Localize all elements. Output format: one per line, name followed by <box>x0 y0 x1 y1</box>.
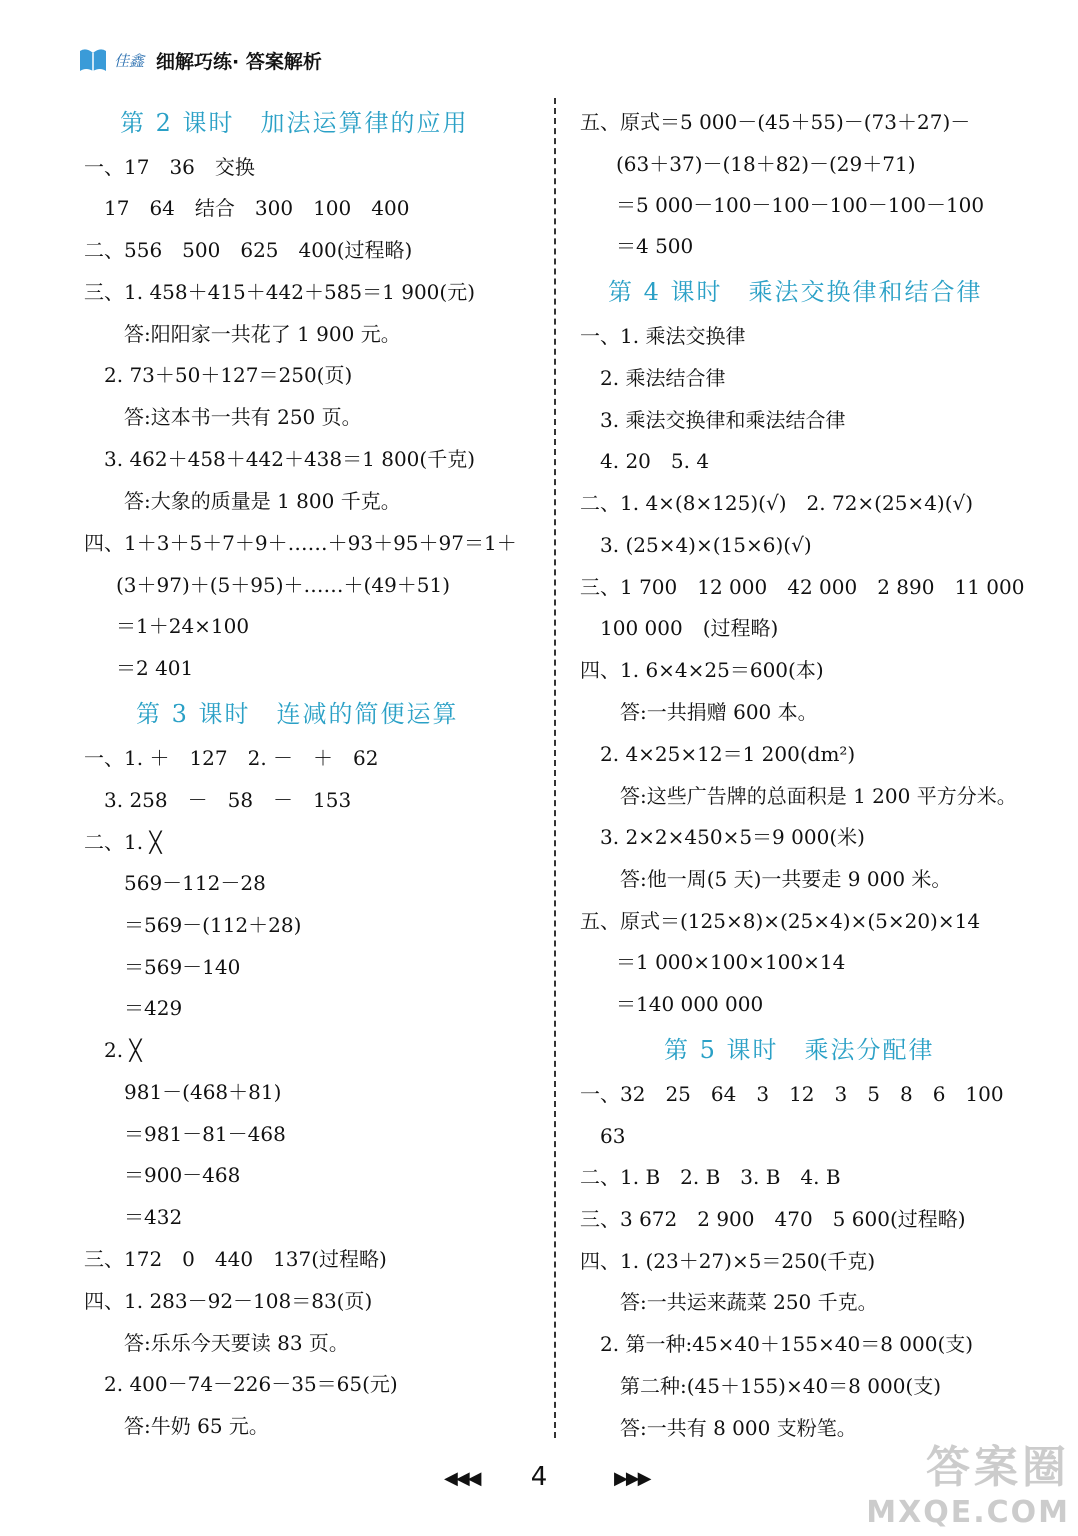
answer-line: 答:大象的质量是 1 800 千克。 <box>84 489 401 513</box>
answer-line: 三、3 672 2 900 470 5 600(过程略) <box>580 1207 966 1231</box>
section-title-lesson-4: 第 4 课时 乘法交换律和结合律 <box>608 278 983 306</box>
answer-line: 四、1. 283－92－108＝83(页) <box>84 1289 373 1313</box>
brand-name: 佳鑫 <box>114 51 145 70</box>
answer-line: 三、1 700 12 000 42 000 2 890 11 000 <box>580 575 1025 599</box>
answer-line: 答:这些广告牌的总面积是 1 200 平方分米。 <box>580 784 1017 808</box>
answer-line: 第二种:(45＋155)×40＝8 000(支) <box>580 1374 942 1398</box>
answer-line: 100 000 (过程略) <box>580 616 779 640</box>
answer-line: 答:一共捐赠 600 本。 <box>580 700 818 724</box>
answer-line: ＝900－468 <box>84 1163 241 1187</box>
answer-line: 答:牛奶 65 元。 <box>84 1414 269 1438</box>
header <box>78 40 322 80</box>
answer-line: ＝5 000－100－100－100－100－100 <box>616 193 985 217</box>
answer-line: 3. 258 － 58 － 153 <box>84 788 352 812</box>
answer-line: 四、1. 6×4×25＝600(本) <box>580 658 824 682</box>
section-title-lesson-2: 第 2 课时 加法运算律的应用 <box>120 109 469 137</box>
answer-line: 答:他一周(5 天)一共要走 9 000 米。 <box>580 867 952 891</box>
answer-line: 三、1. 458＋415＋442＋585＝1 900(元) <box>84 280 475 304</box>
answer-line: 17 64 结合 300 100 400 <box>84 196 410 220</box>
answer-line: 答:一共有 8 000 支粉笔。 <box>580 1416 857 1440</box>
answer-line: ＝432 <box>84 1205 183 1229</box>
section-title-lesson-5: 第 5 课时 乘法分配律 <box>664 1036 935 1064</box>
answer-line: 答:阳阳家一共花了 1 900 元。 <box>84 322 401 346</box>
answer-line: 一、32 25 64 3 12 3 5 8 6 100 <box>580 1082 1004 1106</box>
answer-line: 三、172 0 440 137(过程略) <box>84 1247 387 1271</box>
answer-line: 3. 462＋458＋442＋438＝1 800(千克) <box>84 447 475 471</box>
answer-line: 569－112－28 <box>84 871 266 895</box>
answer-line: 五、原式＝5 000－(45＋55)－(73＋27)－ <box>580 110 971 134</box>
answer-line: (3＋97)＋(5＋95)＋……＋(49＋51) <box>116 573 451 597</box>
answer-line: 2. 乘法结合律 <box>580 366 726 390</box>
answer-line: 2. ╳ <box>84 1038 142 1062</box>
watermark-text: 答案圈 <box>926 1442 1070 1493</box>
header-title: 细解巧练· 答案解析 <box>156 50 322 73</box>
answer-line: 3. 2×2×450×5＝9 000(米) <box>580 825 865 849</box>
book-logo-icon <box>78 45 108 75</box>
answer-line: 2. 第一种:45×40＋155×40＝8 000(支) <box>580 1332 974 1356</box>
next-arrows-icon: ▶▶▶ <box>614 1468 650 1489</box>
answer-line: 3. 乘法交换律和乘法结合律 <box>580 408 846 432</box>
answer-line: ＝4 500 <box>616 234 694 258</box>
answer-line: ＝140 000 000 <box>616 992 764 1016</box>
watermark-url: MXQE.COM <box>866 1495 1070 1530</box>
answer-line: 四、1＋3＋5＋7＋9＋……＋93＋95＋97＝1＋ <box>84 531 517 555</box>
answer-line: 五、原式＝(125×8)×(25×4)×(5×20)×14 <box>580 909 981 933</box>
answer-line: ＝981－81－468 <box>84 1122 286 1146</box>
watermark <box>866 1431 1070 1530</box>
answer-line: 63 <box>580 1124 626 1148</box>
answer-line: ＝569－140 <box>84 955 241 979</box>
answer-line: 一、1. 乘法交换律 <box>580 324 746 348</box>
answer-line: ＝2 401 <box>116 656 194 680</box>
answer-line: ＝1 000×100×100×14 <box>616 950 846 974</box>
answer-line: 一、17 36 交换 <box>84 155 255 179</box>
answer-line: 2. 4×25×12＝1 200(dm²) <box>580 742 856 766</box>
answer-line: (63＋37)－(18＋82)－(29＋71) <box>616 152 916 176</box>
answer-line: ＝429 <box>84 996 183 1020</box>
answer-line: 2. 73＋50＋127＝250(页) <box>84 363 353 387</box>
answer-line: 4. 20 5. 4 <box>580 449 710 473</box>
answer-line: 3. (25×4)×(15×6)(√) <box>580 533 812 557</box>
answer-line: 一、1. ＋ 127 2. － ＋ 62 <box>84 746 379 770</box>
section-title-lesson-3: 第 3 课时 连减的简便运算 <box>136 700 459 728</box>
answer-line: 答:这本书一共有 250 页。 <box>84 405 362 429</box>
page-number: 4 <box>530 1462 548 1492</box>
answer-line: 四、1. (23＋27)×5＝250(千克) <box>580 1249 876 1273</box>
answer-line: 981－(468＋81) <box>84 1080 282 1104</box>
column-divider <box>554 98 556 1438</box>
answer-line: 答:乐乐今天要读 83 页。 <box>84 1331 349 1355</box>
answer-line: 二、1. 4×(8×125)(√) 2. 72×(25×4)(√) <box>580 491 974 515</box>
answer-line: 二、1. B 2. B 3. B 4. B <box>580 1165 841 1189</box>
answer-line: 二、1. ╳ <box>84 830 162 854</box>
answer-line: 2. 400－74－226－35＝65(元) <box>84 1372 398 1396</box>
answer-line: 二、556 500 625 400(过程略) <box>84 238 413 262</box>
answer-line: 答:一共运来蔬菜 250 千克。 <box>580 1290 878 1314</box>
answer-line: ＝569－(112＋28) <box>84 913 302 937</box>
answer-line: ＝1＋24×100 <box>116 614 250 638</box>
prev-arrows-icon: ◀◀◀ <box>444 1468 480 1489</box>
